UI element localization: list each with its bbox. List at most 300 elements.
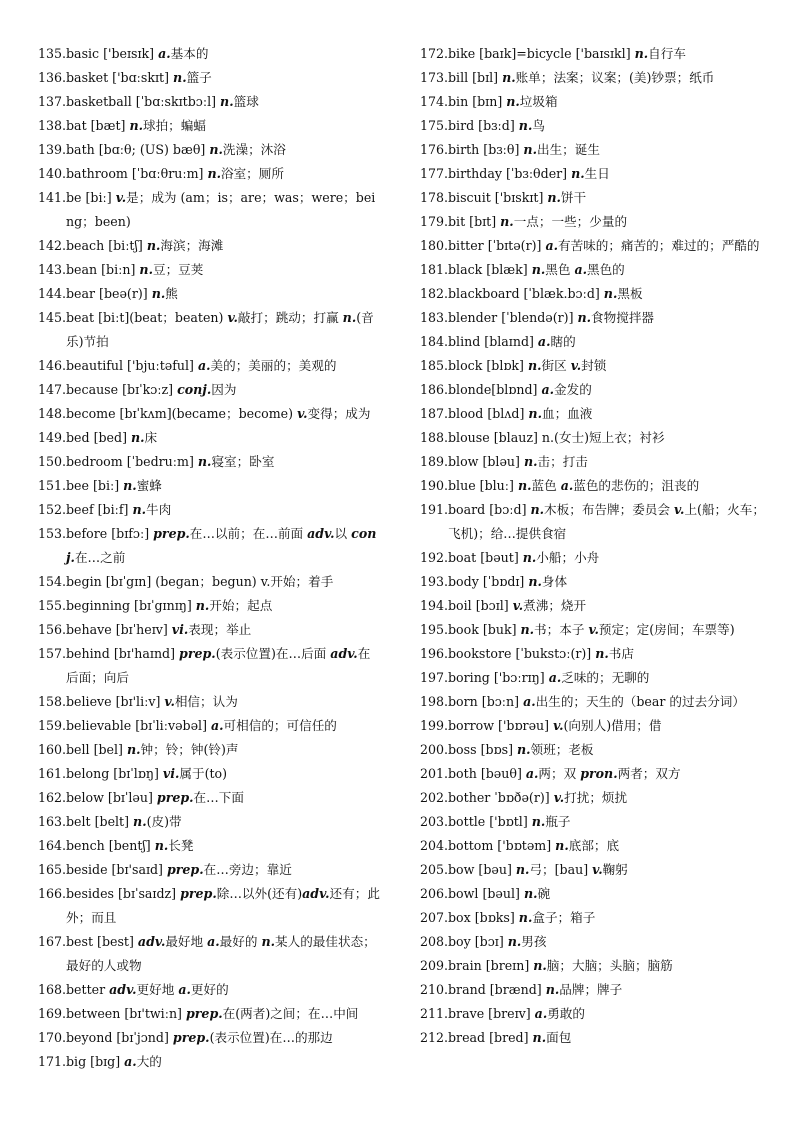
entry-number: 181. bbox=[420, 262, 449, 277]
part-of-speech: prep. bbox=[179, 646, 216, 661]
vocab-entry bbox=[38, 42, 380, 66]
entry-number: 136. bbox=[38, 70, 67, 85]
entry-number: 162. bbox=[38, 790, 67, 805]
entry-number: 212. bbox=[420, 1030, 449, 1045]
part-of-speech: a. bbox=[207, 934, 220, 949]
entry-text: bed [bed] bbox=[66, 430, 131, 445]
entry-text: 食物搅拌器 bbox=[591, 310, 655, 325]
vocab-entry bbox=[420, 666, 768, 690]
part-of-speech: a. bbox=[197, 358, 211, 373]
part-of-speech: adv. bbox=[137, 934, 166, 949]
entry-number: 173. bbox=[420, 70, 449, 85]
entry-text: 自行车 bbox=[648, 46, 686, 61]
entry-number: 144. bbox=[38, 286, 67, 301]
entry-text: block [blɒk] bbox=[448, 358, 528, 373]
entry-text: begin [bɪˈgɪn] (began；begun) v.开始；着手 bbox=[66, 574, 334, 589]
entry-number: 139. bbox=[38, 142, 67, 157]
entry-text: 最好地 bbox=[165, 934, 208, 949]
part-of-speech: n. bbox=[545, 982, 560, 997]
entry-text: brain [breɪn] bbox=[448, 958, 534, 973]
part-of-speech: a. bbox=[210, 718, 224, 733]
entry-text: 更好地 bbox=[136, 982, 179, 997]
vocab-entry bbox=[420, 258, 768, 282]
vocab-entry bbox=[38, 930, 380, 978]
entry-number: 149. bbox=[38, 430, 67, 445]
entry-text: 相信；认为 bbox=[174, 694, 238, 709]
part-of-speech: n. bbox=[146, 238, 161, 253]
entry-text: 一点；一些；少量的 bbox=[513, 214, 628, 229]
entry-text: blackboard [ˈblæk.bɔːd] bbox=[448, 286, 604, 301]
part-of-speech: n. bbox=[209, 142, 223, 157]
vocab-entry bbox=[420, 954, 768, 978]
entry-text: beach [biːtʃ] bbox=[66, 238, 147, 253]
entry-text: 在…以前；在…前面 bbox=[189, 526, 308, 541]
entry-text: 黑板 bbox=[617, 286, 643, 301]
vocab-entry bbox=[420, 138, 768, 162]
vocab-entry bbox=[38, 426, 380, 450]
part-of-speech: n. bbox=[595, 646, 609, 661]
entry-number: 170. bbox=[38, 1030, 67, 1045]
entry-text: 乏味的；无聊的 bbox=[561, 670, 650, 685]
vocab-entry bbox=[420, 42, 768, 66]
entry-text: 木板；布告牌；委员会 bbox=[544, 502, 674, 517]
entry-text: 变得；成为 bbox=[307, 406, 371, 421]
entry-text: best [best] bbox=[66, 934, 138, 949]
part-of-speech: n. bbox=[261, 934, 276, 949]
entry-text: bother ˈbɒðə(r)] bbox=[448, 790, 554, 805]
part-of-speech: prep. bbox=[166, 862, 204, 877]
entry-text: 大的 bbox=[136, 1054, 162, 1069]
vocab-entry bbox=[420, 450, 768, 474]
part-of-speech: vi. bbox=[171, 622, 189, 637]
vocab-entry bbox=[38, 882, 380, 930]
vocab-entry bbox=[38, 834, 380, 858]
entry-number: 146. bbox=[38, 358, 67, 373]
entry-text: beef [biːf] bbox=[66, 502, 133, 517]
entry-number: 154. bbox=[38, 574, 67, 589]
part-of-speech: n. bbox=[555, 838, 569, 853]
vocab-entry bbox=[38, 618, 380, 642]
vocab-entry bbox=[420, 978, 768, 1002]
entry-number: 183. bbox=[420, 310, 449, 325]
vocab-entry bbox=[420, 354, 768, 378]
entry-text: 上(船；火车；飞机)；给…提供食宿 bbox=[448, 502, 765, 541]
entry-number: 204. bbox=[420, 838, 449, 853]
entry-number: 158. bbox=[38, 694, 67, 709]
entry-text: 是；成为 (am；is；are；was；were；being；been) bbox=[66, 190, 376, 229]
entry-text: 身体 bbox=[541, 574, 568, 589]
vocab-entry bbox=[420, 690, 768, 714]
entry-text: bit [bɪt] bbox=[448, 214, 501, 229]
part-of-speech: n. bbox=[123, 478, 137, 493]
vocab-entry bbox=[38, 1026, 380, 1050]
entry-text: bat [bæt] bbox=[66, 118, 130, 133]
part-of-speech: vi. bbox=[162, 766, 180, 781]
entry-text: bookstore [ˈbukstɔː(r)] bbox=[448, 646, 596, 661]
entry-text: birthday [ˈbɜːθder] bbox=[448, 166, 572, 181]
entry-text: boil [bɔɪl] bbox=[448, 598, 513, 613]
entry-text: bedroom [ˈbedruːm] bbox=[66, 454, 198, 469]
entry-text: 海滨；海滩 bbox=[160, 238, 224, 253]
part-of-speech: v. bbox=[570, 358, 582, 373]
part-of-speech: n. bbox=[133, 814, 147, 829]
entry-number: 151. bbox=[38, 478, 67, 493]
part-of-speech: n. bbox=[531, 814, 546, 829]
entry-number: 190. bbox=[420, 478, 449, 493]
entry-number: 186. bbox=[420, 382, 449, 397]
entry-text: 美的；美丽的；美观的 bbox=[210, 358, 337, 373]
entry-number: 200. bbox=[420, 742, 449, 757]
vocab-entry bbox=[38, 858, 380, 882]
entry-text: 属于(to) bbox=[179, 766, 228, 781]
entry-number: 193. bbox=[420, 574, 449, 589]
part-of-speech: n. bbox=[520, 622, 535, 637]
vocab-entry bbox=[420, 834, 768, 858]
vocab-entry bbox=[420, 90, 768, 114]
entry-text: bottle ['bɒtl] bbox=[448, 814, 532, 829]
vocab-entry bbox=[420, 738, 768, 762]
entry-text: be [biː] bbox=[66, 190, 116, 205]
entry-text: 鸟 bbox=[532, 118, 545, 133]
entry-text: bin [bɪn] bbox=[448, 94, 507, 109]
part-of-speech: adv. bbox=[109, 982, 137, 997]
entry-number: 135. bbox=[38, 46, 67, 61]
part-of-speech: n. bbox=[522, 550, 537, 565]
entry-text: 碗 bbox=[537, 886, 551, 901]
part-of-speech: a. bbox=[534, 1006, 548, 1021]
entry-number: 209. bbox=[420, 958, 449, 973]
part-of-speech: n. bbox=[173, 70, 187, 85]
vocab-entry bbox=[420, 330, 768, 354]
part-of-speech: v. bbox=[115, 190, 127, 205]
entry-text: (表示位置)在…的那边 bbox=[209, 1030, 333, 1045]
part-of-speech: n. bbox=[207, 166, 221, 181]
entry-text: 还有；此外；而且 bbox=[66, 886, 380, 925]
part-of-speech: v. bbox=[227, 310, 238, 325]
part-of-speech: n. bbox=[523, 142, 537, 157]
part-of-speech: n. bbox=[220, 94, 234, 109]
entry-text: 两；双 bbox=[538, 766, 581, 781]
entry-number: 156. bbox=[38, 622, 67, 637]
entry-number: 171. bbox=[38, 1054, 67, 1069]
vocab-entry bbox=[420, 474, 768, 498]
vocab-entry bbox=[38, 162, 380, 186]
entry-number: 172. bbox=[420, 46, 449, 61]
entry-text: below [bɪˈləu] bbox=[66, 790, 157, 805]
entry-number: 176. bbox=[420, 142, 449, 157]
part-of-speech: n. bbox=[531, 262, 546, 277]
entry-text: 出生的；天生的（bear 的过去分词） bbox=[535, 694, 745, 709]
part-of-speech: a. bbox=[574, 262, 587, 277]
part-of-speech: n. bbox=[132, 502, 147, 517]
entry-number: 169. bbox=[38, 1006, 67, 1021]
entry-text: bill [bɪl] bbox=[448, 70, 503, 85]
entry-text: bike [baɪk]=bicycle ['baɪsɪkl] bbox=[448, 46, 635, 61]
vocab-entry bbox=[38, 138, 380, 162]
entry-number: 199. bbox=[420, 718, 449, 733]
vocab-entry bbox=[38, 354, 380, 378]
entry-text: bell [bel] bbox=[66, 742, 127, 757]
entry-text: 面包 bbox=[546, 1030, 572, 1045]
entry-text: 豆；豆荚 bbox=[152, 262, 204, 277]
part-of-speech: pron. bbox=[580, 766, 618, 781]
vocab-entry bbox=[38, 594, 380, 618]
entry-text: bottom ['bɒtəm] bbox=[448, 838, 556, 853]
part-of-speech: a. bbox=[158, 46, 171, 61]
part-of-speech: conj. bbox=[177, 382, 212, 397]
entry-number: 178. bbox=[420, 190, 449, 205]
entry-text: blind [blaɪnd] bbox=[448, 334, 538, 349]
entry-text: 钟；铃；钟(铃)声 bbox=[140, 742, 239, 757]
entry-text: belong [bɪˈlɒŋ] bbox=[66, 766, 163, 781]
entry-text: board [bɔːd] bbox=[448, 502, 531, 517]
entry-number: 189. bbox=[420, 454, 449, 469]
entry-text: 蜜蜂 bbox=[136, 478, 162, 493]
vocab-entry bbox=[38, 762, 380, 786]
part-of-speech: v. bbox=[297, 406, 308, 421]
entry-text: birth [bɜːθ] bbox=[448, 142, 524, 157]
entry-number: 174. bbox=[420, 94, 449, 109]
vocab-entry bbox=[38, 66, 380, 90]
entry-text: blonde[blɒnd] bbox=[448, 382, 542, 397]
entry-text: box [bɒks] bbox=[448, 910, 519, 925]
entry-text: 在(两者)之间；在…中间 bbox=[222, 1006, 359, 1021]
entry-number: 148. bbox=[38, 406, 67, 421]
entry-text: basket ['bɑːskɪt] bbox=[66, 70, 174, 85]
entry-text: 血；血液 bbox=[541, 406, 593, 421]
entry-text: 勇敢的 bbox=[547, 1006, 585, 1021]
vocab-entry bbox=[420, 1026, 768, 1050]
entry-text: better bbox=[66, 982, 110, 997]
entry-number: 168. bbox=[38, 982, 67, 997]
entry-text: 男孩 bbox=[521, 934, 547, 949]
part-of-speech: n. bbox=[634, 46, 649, 61]
entry-number: 175. bbox=[420, 118, 449, 133]
entry-text: 预定；定(房间；车票等) bbox=[598, 622, 735, 637]
entry-text: 表现；举止 bbox=[188, 622, 252, 637]
entry-number: 185. bbox=[420, 358, 449, 373]
right-column bbox=[420, 42, 768, 1050]
entry-text: boat [bəut] bbox=[448, 550, 523, 565]
entry-text: 书店 bbox=[608, 646, 634, 661]
vocab-entry bbox=[38, 978, 380, 1002]
entry-text: 牛肉 bbox=[146, 502, 172, 517]
entry-text: book [buk] bbox=[448, 622, 521, 637]
entry-text: believable [bɪˈliːvəbəl] bbox=[66, 718, 211, 733]
entry-text: beautiful ['bjuːtəful] bbox=[66, 358, 198, 373]
entry-number: 180. bbox=[420, 238, 449, 253]
entry-text: black [blæk] bbox=[448, 262, 532, 277]
entry-number: 152. bbox=[38, 502, 67, 517]
entry-number: 165. bbox=[38, 862, 67, 877]
part-of-speech: n. bbox=[523, 454, 538, 469]
entry-text: 最好的 bbox=[219, 934, 262, 949]
entry-text: 以 bbox=[334, 526, 352, 541]
part-of-speech: n. bbox=[518, 910, 533, 925]
entry-number: 194. bbox=[420, 598, 449, 613]
vocab-entry bbox=[38, 1002, 380, 1026]
entry-text: behave [bɪˈheɪv] bbox=[66, 622, 172, 637]
entry-number: 153. bbox=[38, 526, 67, 541]
entry-text: bathroom [ˈbɑːθruːm] bbox=[66, 166, 208, 181]
entry-number: 198. bbox=[420, 694, 449, 709]
vocab-entry bbox=[420, 618, 768, 642]
entry-text: 街区 bbox=[541, 358, 571, 373]
entry-text: body [ˈbɒdɪ] bbox=[448, 574, 529, 589]
entry-number: 166. bbox=[38, 886, 67, 901]
entry-text: 基本的 bbox=[170, 46, 209, 61]
vocab-entry bbox=[420, 1002, 768, 1026]
entry-text: 蓝色的悲伤的；沮丧的 bbox=[573, 478, 700, 493]
entry-text: 饼干 bbox=[560, 190, 587, 205]
entry-text: bean [biːn] bbox=[66, 262, 140, 277]
part-of-speech: a. bbox=[545, 238, 558, 253]
entry-text: 黑色的 bbox=[586, 262, 625, 277]
entry-text: 在…旁边；靠近 bbox=[203, 862, 292, 877]
entry-text: 领班；老板 bbox=[530, 742, 594, 757]
vocab-entry bbox=[420, 234, 768, 258]
part-of-speech: n. bbox=[571, 166, 585, 181]
entry-text: blouse [blauz] n.(女士)短上衣；衬衫 bbox=[448, 430, 665, 445]
entry-text: 篮球 bbox=[233, 94, 259, 109]
part-of-speech: n. bbox=[528, 574, 542, 589]
entry-text: 品牌；牌子 bbox=[559, 982, 623, 997]
part-of-speech: prep. bbox=[180, 886, 217, 901]
part-of-speech: n. bbox=[530, 502, 545, 517]
entry-text: 账单；法案；议案；(美)钞票；纸币 bbox=[515, 70, 715, 85]
part-of-speech: a. bbox=[548, 670, 562, 685]
entry-text: bird [bɜːd] bbox=[448, 118, 519, 133]
entry-number: 157. bbox=[38, 646, 67, 661]
entry-number: 205. bbox=[420, 862, 449, 877]
part-of-speech: a. bbox=[525, 766, 539, 781]
part-of-speech: n. bbox=[342, 310, 357, 325]
part-of-speech: v. bbox=[553, 718, 564, 733]
part-of-speech: n. bbox=[131, 430, 145, 445]
entry-text: boring ['bɔːrɪŋ] bbox=[448, 670, 549, 685]
entry-text: 因为 bbox=[211, 382, 237, 397]
entry-text: 封锁 bbox=[581, 358, 607, 373]
entry-number: 196. bbox=[420, 646, 449, 661]
part-of-speech: a. bbox=[541, 382, 554, 397]
entry-text: basketball [ˈbɑːskɪtbɔːl] bbox=[66, 94, 221, 109]
entry-number: 138. bbox=[38, 118, 67, 133]
entry-text: 书；本子 bbox=[534, 622, 589, 637]
entry-text: 小船；小舟 bbox=[536, 550, 600, 565]
part-of-speech: n. bbox=[518, 118, 533, 133]
entry-text: bitter [ˈbɪtə(r)] bbox=[448, 238, 546, 253]
entry-text: boss [bɒs] bbox=[448, 742, 517, 757]
entry-text: 脑；大脑；头脑；脑筋 bbox=[546, 958, 673, 973]
entry-text: beyond [bɪˈjɔnd] bbox=[66, 1030, 173, 1045]
entry-text: bee [biː] bbox=[66, 478, 124, 493]
entry-number: 210. bbox=[420, 982, 449, 997]
part-of-speech: n. bbox=[506, 94, 520, 109]
part-of-speech: n. bbox=[195, 598, 210, 613]
vocab-entry bbox=[420, 858, 768, 882]
entry-number: 167. bbox=[38, 934, 67, 949]
entry-number: 184. bbox=[420, 334, 449, 349]
part-of-speech: n. bbox=[547, 190, 561, 205]
part-of-speech: n. bbox=[527, 358, 542, 373]
part-of-speech: n. bbox=[197, 454, 212, 469]
part-of-speech: n. bbox=[515, 862, 530, 877]
entry-text: beginning [bɪˈgɪnɪŋ] bbox=[66, 598, 196, 613]
entry-text: beside [bɪ'saɪd] bbox=[66, 862, 167, 877]
part-of-speech: n. bbox=[532, 1030, 547, 1045]
vocab-entry bbox=[38, 114, 380, 138]
entry-text: 出生；诞生 bbox=[536, 142, 600, 157]
vocab-entry bbox=[420, 762, 768, 786]
part-of-speech: a. bbox=[124, 1054, 137, 1069]
part-of-speech: n. bbox=[603, 286, 618, 301]
vocab-entry bbox=[38, 738, 380, 762]
entry-text: biscuit ['bɪskɪt] bbox=[448, 190, 548, 205]
entry-text: bear [beə(r)] bbox=[66, 286, 152, 301]
part-of-speech: adv. bbox=[307, 526, 335, 541]
entry-text: bench [bentʃ] bbox=[66, 838, 155, 853]
entry-text: believe [bɪ'liːv] bbox=[66, 694, 165, 709]
entry-text: (皮)带 bbox=[146, 814, 182, 829]
vocab-entry bbox=[420, 306, 768, 330]
vocab-entry bbox=[420, 210, 768, 234]
part-of-speech: n. bbox=[151, 286, 166, 301]
entry-number: 142. bbox=[38, 238, 67, 253]
entry-number: 187. bbox=[420, 406, 449, 421]
part-of-speech: a. bbox=[178, 982, 191, 997]
entry-text: 在…之前 bbox=[74, 550, 126, 565]
entry-text: 寝室；卧室 bbox=[211, 454, 275, 469]
vocab-entry bbox=[38, 186, 380, 234]
part-of-speech: prep. bbox=[185, 1006, 223, 1021]
entry-text: because [bɪˈkɔːz] bbox=[66, 382, 178, 397]
part-of-speech: v. bbox=[592, 862, 603, 877]
entry-text: 熊 bbox=[165, 286, 178, 301]
entry-number: 164. bbox=[38, 838, 67, 853]
part-of-speech: prep. bbox=[172, 1030, 210, 1045]
part-of-speech: n. bbox=[533, 958, 547, 973]
part-of-speech: conj. bbox=[66, 526, 377, 565]
entry-number: 207. bbox=[420, 910, 449, 925]
part-of-speech: adv. bbox=[330, 646, 358, 661]
vocab-entry bbox=[38, 642, 380, 690]
entry-text: behind [bɪ'haɪnd] bbox=[66, 646, 180, 661]
vocab-entry bbox=[38, 810, 380, 834]
entry-text: basic ['beɪsɪk] bbox=[66, 46, 159, 61]
entry-number: 201. bbox=[420, 766, 449, 781]
entry-text: 更好的 bbox=[190, 982, 229, 997]
entry-number: 161. bbox=[38, 766, 67, 781]
entry-number: 140. bbox=[38, 166, 67, 181]
entry-text: bath [bɑːθ; (US) bæθ] bbox=[66, 142, 210, 157]
entry-text: 弓；[bau] bbox=[529, 862, 593, 877]
entry-text: 开始；起点 bbox=[209, 598, 273, 613]
entry-text: 击；打击 bbox=[537, 454, 588, 469]
vocab-entry bbox=[38, 378, 380, 402]
entry-number: 179. bbox=[420, 214, 449, 229]
part-of-speech: n. bbox=[517, 478, 532, 493]
part-of-speech: n. bbox=[502, 70, 516, 85]
entry-number: 197. bbox=[420, 670, 449, 685]
entry-text: bread [bred] bbox=[448, 1030, 533, 1045]
entry-number: 147. bbox=[38, 382, 67, 397]
part-of-speech: v. bbox=[512, 598, 524, 613]
vocab-entry bbox=[420, 426, 768, 450]
entry-number: 143. bbox=[38, 262, 67, 277]
vocab-entry bbox=[420, 930, 768, 954]
entry-text: brave [breɪv] bbox=[448, 1006, 535, 1021]
entry-text: 在后面；向后 bbox=[66, 646, 371, 685]
